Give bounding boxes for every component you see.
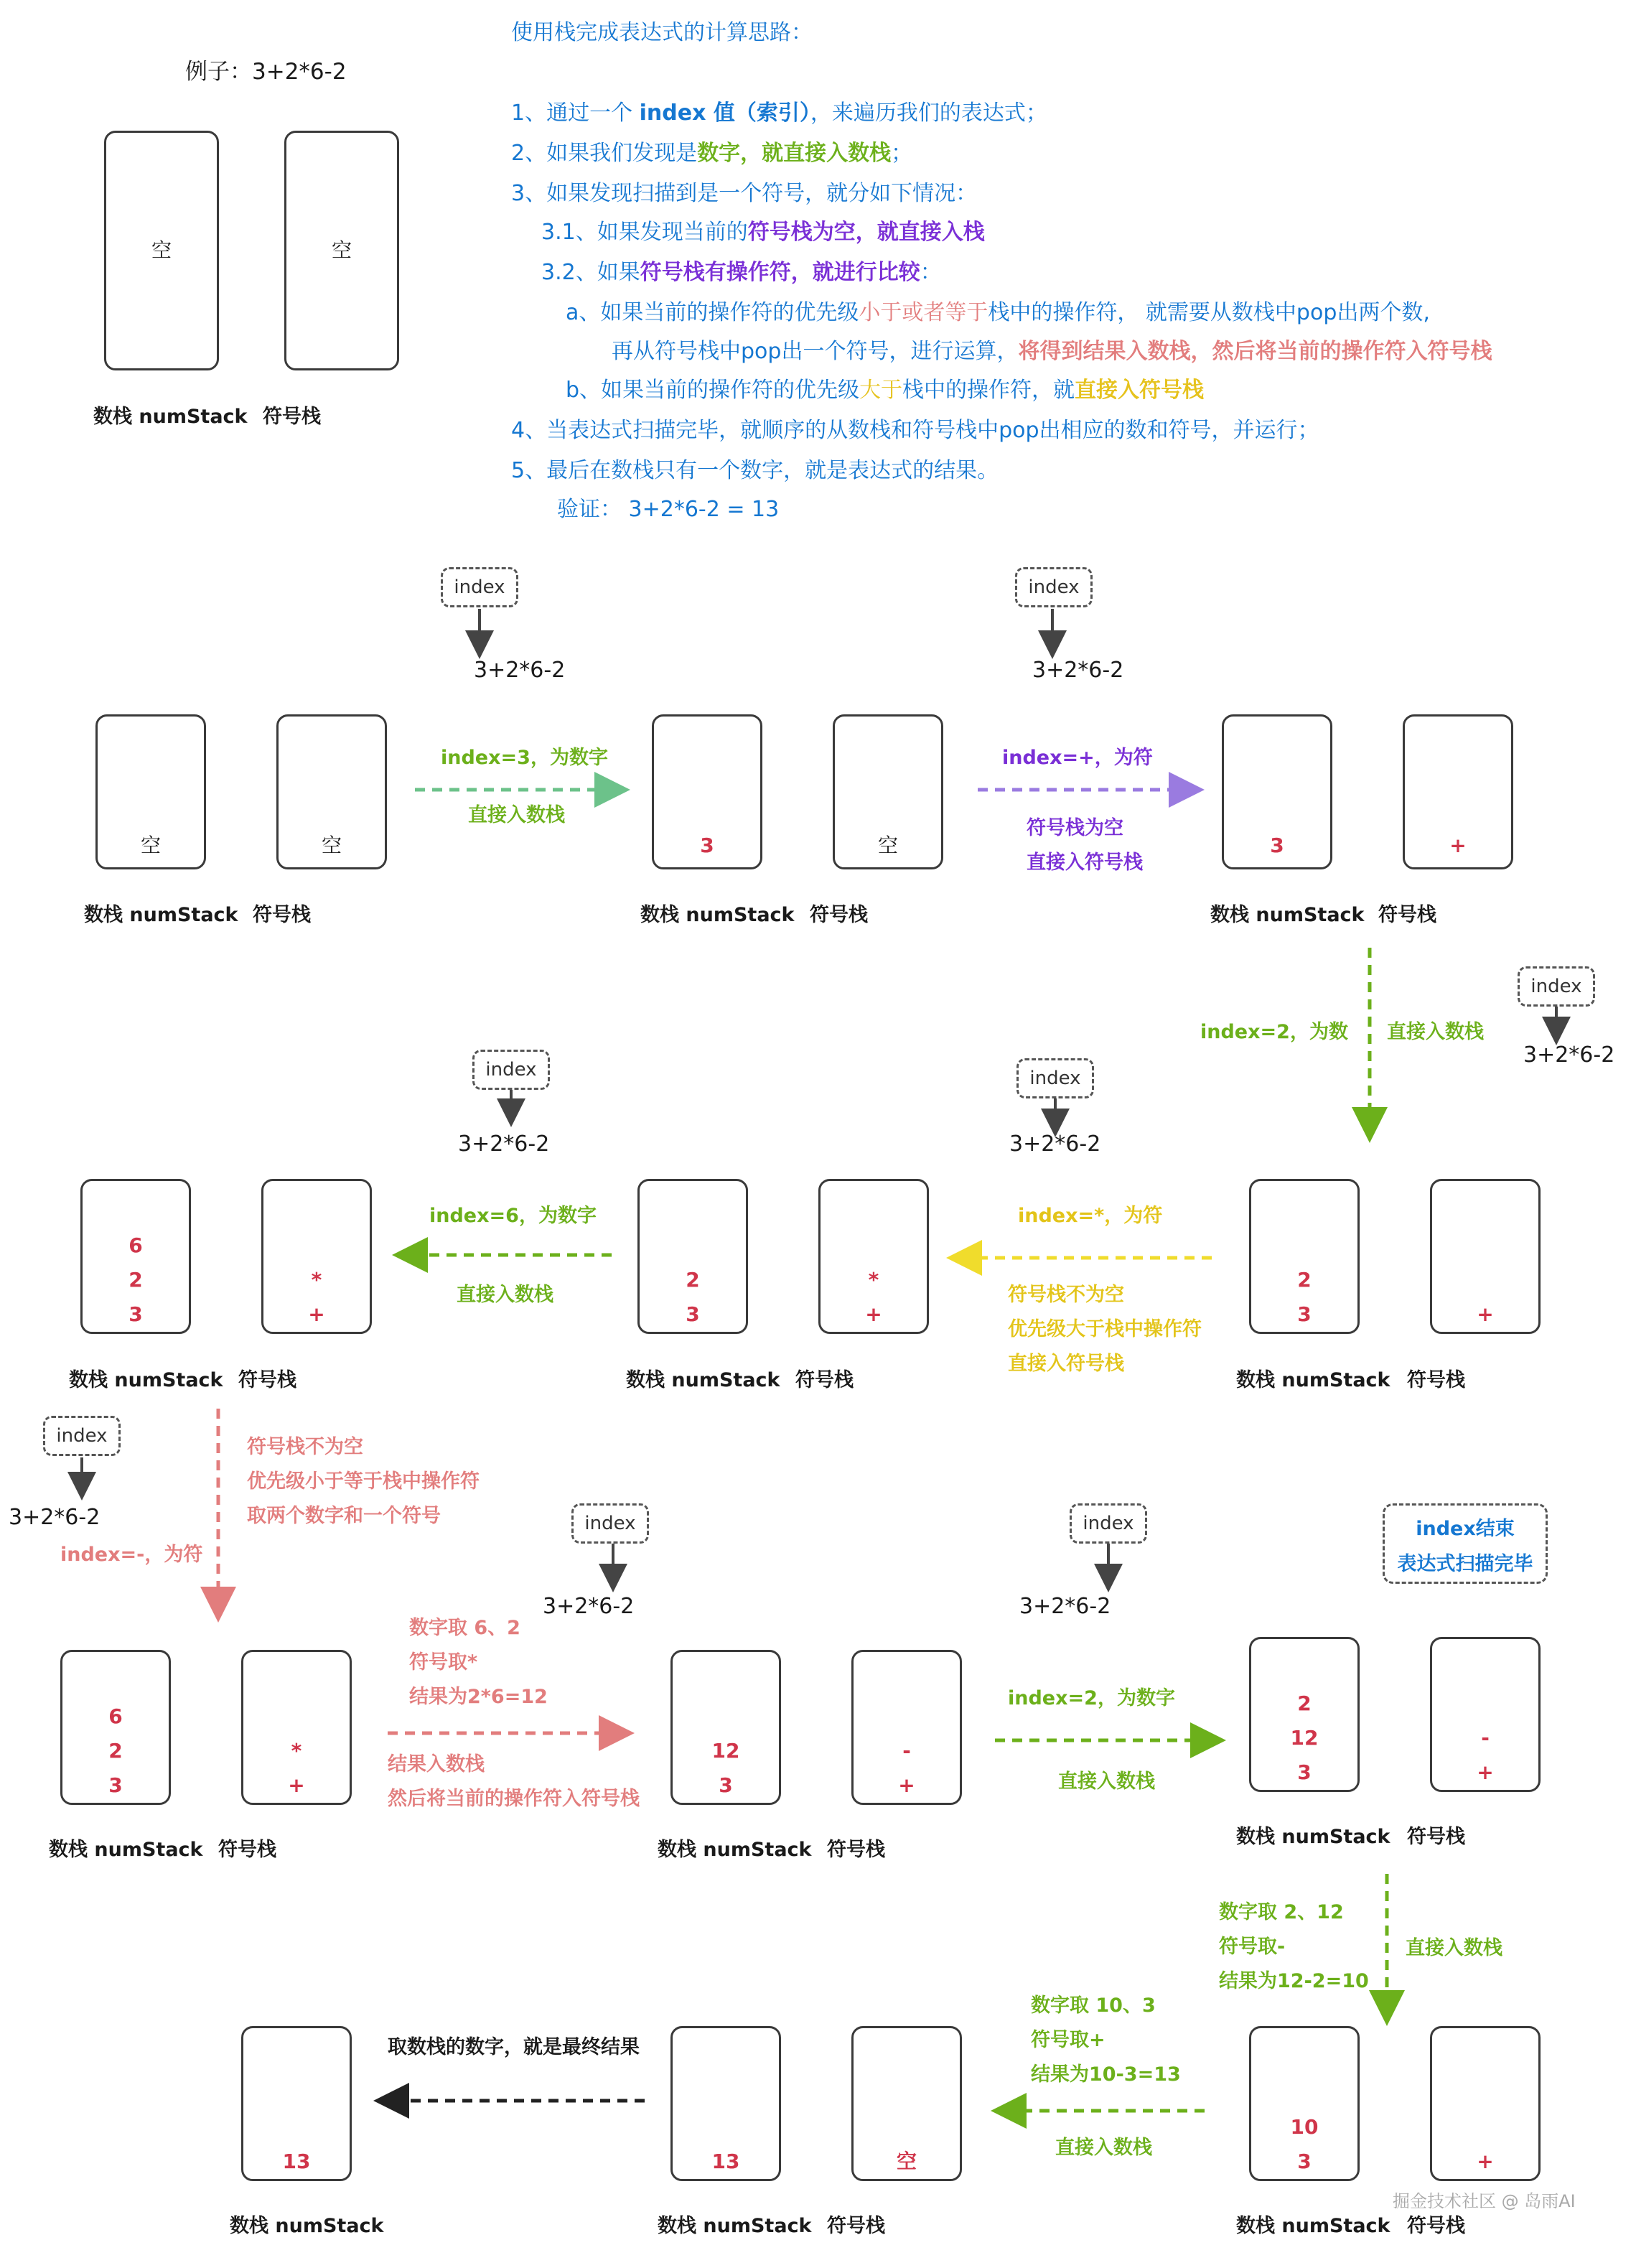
stack-item: + — [1477, 2150, 1494, 2173]
num-stack — [1249, 2026, 1360, 2181]
num-stack — [670, 1650, 781, 1805]
num-stack-label: 数栈 numStack — [1236, 1826, 1390, 1848]
scan-end-line2: 表达式扫描完毕 — [1397, 1553, 1533, 1575]
op-stack — [833, 714, 943, 869]
step5-note: index=6，为数字 — [429, 1205, 597, 1227]
step7-line3: 结果为2*6=12 — [409, 1686, 548, 1708]
stack-item: * — [868, 1268, 879, 1292]
rule-a-2-bold: 将得到结果入数栈，然后将当前的操作符入符号栈 — [1018, 339, 1492, 364]
step2-note: index=+，为符 — [1002, 747, 1153, 769]
rule-2 — [511, 135, 912, 167]
expression: 3+2*6-2 — [9, 1505, 101, 1530]
num-stack-label: 数栈 numStack — [69, 1369, 223, 1391]
stack-item: + — [1477, 1760, 1494, 1784]
expression: 3+2*6-2 — [1523, 1042, 1615, 1068]
op-stack-label: 符号栈 — [827, 2215, 885, 2237]
num-stack — [1249, 1179, 1360, 1334]
stack-item: 3 — [1297, 1760, 1312, 1784]
index-tag: index — [441, 567, 518, 607]
stack-item: 12 — [1290, 1726, 1319, 1750]
op-stack-label: 符号栈 — [1378, 904, 1436, 926]
empty-marker: 空 — [151, 238, 172, 262]
stack-item: 10 — [1290, 2115, 1319, 2139]
step10-action: 直接入数栈 — [1055, 2137, 1152, 2159]
rule-1 — [511, 95, 1047, 126]
index-tag: index — [1016, 1058, 1094, 1098]
stack-item: 3 — [1297, 1302, 1312, 1326]
step6-line1: 符号栈不为空 — [247, 1436, 363, 1458]
step8-action: 直接入数栈 — [1058, 1770, 1155, 1793]
op-stack — [851, 2026, 962, 2181]
rule-1-prefix: 1、通过一个 — [511, 101, 640, 126]
step5-action: 直接入数栈 — [457, 1284, 553, 1306]
rule-b-mid: 栈中的操作符，就 — [902, 378, 1075, 403]
step10-line2: 符号取+ — [1031, 2029, 1106, 2051]
step8-note: index=2，为数字 — [1008, 1687, 1175, 1709]
expression: 3+2*6-2 — [543, 1594, 635, 1619]
stack-item: 3 — [719, 1773, 733, 1797]
op-stack-label: 符号栈 — [1407, 2215, 1465, 2237]
stack-item: + — [898, 1773, 915, 1797]
empty-marker: 空 — [140, 834, 161, 857]
step9-line1: 数字取 2、12 — [1219, 1901, 1344, 1923]
index-tag: index — [1070, 1503, 1147, 1544]
rule-4: 4、当表达式扫描完毕，就顺序的从数栈和符号栈中pop出相应的数和符号，并运行； — [511, 418, 1319, 443]
stack-item: 2 — [1297, 1268, 1312, 1292]
step4-line1: 符号栈不为空 — [1008, 1284, 1124, 1306]
op-stack — [818, 1179, 929, 1334]
num-stack-label: 数栈 numStack — [1210, 904, 1365, 926]
op-stack-label: 符号栈 — [827, 1839, 885, 1861]
watermark: 掘金技术社区 @ 岛雨AI — [1393, 2191, 1576, 2211]
stack-item: 12 — [711, 1739, 740, 1763]
op-stack-label: 符号栈 — [795, 1369, 854, 1391]
index-tag: index — [571, 1503, 649, 1544]
step10-line3: 结果为10-3=13 — [1031, 2063, 1181, 2086]
rule-b-bold: 直接入符号栈 — [1075, 378, 1205, 403]
op-stack — [1430, 2026, 1541, 2181]
rule-3-2-prefix: 3.2、如果 — [541, 260, 640, 285]
expression: 3+2*6-2 — [1009, 1131, 1101, 1157]
op-stack — [1430, 1637, 1541, 1792]
stack-item: 13 — [711, 2150, 740, 2173]
rule-a-prefix: a、如果当前的操作符的优先级 — [566, 300, 859, 325]
stack-item: 2 — [686, 1268, 700, 1292]
op-stack — [276, 714, 387, 869]
step3-action: 直接入数栈 — [1387, 1021, 1484, 1043]
step2-line2: 直接入符号栈 — [1027, 851, 1143, 874]
scan-end-line1: index结束 — [1416, 1518, 1515, 1540]
empty-marker: 空 — [896, 2150, 917, 2173]
stack-item: 3 — [128, 1302, 143, 1326]
op-stack — [261, 1179, 372, 1334]
rule-verify: 验证： 3+2*6-2 = 13 — [557, 497, 780, 522]
num-stack — [670, 2026, 781, 2181]
rule-a-2 — [612, 333, 1492, 365]
op-stack-label: 符号栈 — [1407, 1826, 1465, 1848]
rule-b-prefix: b、如果当前的操作符的优先级 — [566, 378, 860, 403]
step6-line2: 优先级小于等于栈中操作符 — [247, 1470, 480, 1493]
rule-3-1-bold: 符号栈为空，就直接入栈 — [747, 220, 985, 245]
rule-3: 3、如果发现扫描到是一个符号，就分如下情况： — [511, 181, 978, 206]
op-stack-label: 符号栈 — [253, 904, 311, 926]
rule-3-1 — [541, 214, 985, 246]
step9-line3: 结果为12-2=10 — [1219, 1970, 1369, 1992]
example-label: 例子：3+2*6-2 — [185, 59, 347, 85]
rule-b-yellow: 大于 — [859, 378, 903, 403]
op-stack-label: 符号栈 — [263, 406, 321, 428]
stack-item: 6 — [108, 1704, 123, 1728]
step1-action: 直接入数栈 — [468, 804, 565, 826]
stack-item: 6 — [128, 1233, 143, 1257]
step7-line4: 结果入数栈 — [388, 1753, 485, 1775]
num-stack-label: 数栈 numStack — [49, 1839, 203, 1861]
num-stack-label: 数栈 numStack — [658, 1839, 812, 1861]
op-stack — [1403, 714, 1513, 869]
step6-line3: 取两个数字和一个符号 — [247, 1505, 441, 1527]
num-stack-label: 数栈 numStack — [1236, 1369, 1390, 1391]
empty-marker: 空 — [331, 238, 352, 262]
stack-item: 2 — [108, 1739, 123, 1763]
stack-item: * — [311, 1268, 322, 1292]
rule-a-pink: 小于或者等于 — [859, 300, 988, 325]
num-stack — [95, 714, 206, 869]
rule-b — [566, 372, 1204, 403]
num-stack-initial — [104, 131, 219, 370]
num-stack-label: 数栈 numStack — [84, 904, 238, 926]
rule-1-suffix: ，来遍历我们的表达式； — [810, 101, 1047, 126]
stack-item: + — [308, 1302, 325, 1326]
expression: 3+2*6-2 — [458, 1131, 550, 1157]
num-stack-label: 数栈 numStack — [230, 2215, 384, 2237]
rule-3-2-bold: 符号栈有操作符，就进行比较 — [640, 260, 920, 285]
rule-1-bold: index 值（索引） — [639, 101, 810, 126]
rule-3-2-suffix: ： — [920, 260, 942, 285]
step1-note: index=3，为数字 — [441, 747, 608, 769]
op-stack — [241, 1650, 352, 1805]
num-stack — [60, 1650, 171, 1805]
stack-item: 3 — [1270, 834, 1284, 857]
step10-line1: 数字取 10、3 — [1031, 1994, 1156, 2017]
stack-item: - — [1481, 1726, 1490, 1750]
step7-line2: 符号取* — [409, 1651, 478, 1674]
num-stack — [1249, 1637, 1360, 1792]
stack-item: + — [1449, 834, 1467, 857]
op-stack — [1430, 1179, 1541, 1334]
step9-action: 直接入数栈 — [1406, 1937, 1502, 1959]
rule-2-bold: 数字，就直接入数栈 — [697, 141, 892, 166]
rule-2-suffix: ； — [891, 141, 913, 166]
num-stack-label: 数栈 numStack — [626, 1369, 780, 1391]
stack-item: 2 — [128, 1268, 143, 1292]
op-stack-label: 符号栈 — [238, 1369, 296, 1391]
expression: 3+2*6-2 — [474, 658, 566, 683]
num-stack-label: 数栈 numStack — [93, 406, 248, 428]
final-note: 取数栈的数字，就是最终结果 — [388, 2036, 640, 2058]
expression: 3+2*6-2 — [1019, 1594, 1111, 1619]
stack-item: - — [902, 1739, 911, 1763]
index-tag: index — [472, 1050, 550, 1090]
num-stack — [80, 1179, 191, 1334]
num-stack — [1222, 714, 1332, 869]
stack-item: + — [288, 1773, 305, 1797]
rule-a-2-prefix: 再从符号栈中pop出一个符号，进行运算， — [612, 339, 1019, 364]
rule-3-1-prefix: 3.1、如果发现当前的 — [541, 220, 748, 245]
index-tag: index — [1518, 966, 1595, 1007]
step4-note: index=*，为符 — [1018, 1205, 1163, 1227]
num-stack-label: 数栈 numStack — [658, 2215, 812, 2237]
step9-line2: 符号取- — [1219, 1936, 1286, 1958]
num-stack — [652, 714, 762, 869]
num-stack-label: 数栈 numStack — [640, 904, 795, 926]
rules-title: 使用栈完成表达式的计算思路： — [511, 20, 813, 45]
rule-a — [566, 294, 1430, 326]
op-stack-initial — [284, 131, 399, 370]
empty-marker: 空 — [321, 834, 342, 857]
step7-line1: 数字取 6、2 — [409, 1617, 520, 1639]
num-stack — [241, 2026, 352, 2181]
step6-note: index=-，为符 — [60, 1544, 203, 1566]
op-stack-label: 符号栈 — [810, 904, 868, 926]
op-stack — [851, 1650, 962, 1805]
stack-item: * — [291, 1739, 302, 1763]
op-stack-label: 符号栈 — [1407, 1369, 1465, 1391]
stack-item: 3 — [1297, 2150, 1312, 2173]
step2-line1: 符号栈为空 — [1027, 817, 1123, 839]
num-stack-label: 数栈 numStack — [1236, 2215, 1390, 2237]
rule-5: 5、最后在数栈只有一个数字，就是表达式的结果。 — [511, 458, 999, 483]
rule-2-prefix: 2、如果我们发现是 — [511, 141, 698, 166]
step4-line2: 优先级大于栈中操作符 — [1008, 1318, 1202, 1340]
expression: 3+2*6-2 — [1032, 658, 1124, 683]
step4-line3: 直接入符号栈 — [1008, 1353, 1124, 1375]
stack-item: 3 — [686, 1302, 700, 1326]
stack-item: + — [1477, 1302, 1494, 1326]
index-tag: index — [43, 1416, 121, 1456]
step7-line5: 然后将当前的操作符入符号栈 — [388, 1788, 640, 1810]
stack-item: 2 — [1297, 1691, 1312, 1715]
stack-item: 13 — [282, 2150, 311, 2173]
rule-3-2 — [541, 254, 942, 286]
empty-marker: 空 — [877, 834, 898, 857]
stack-item: + — [865, 1302, 882, 1326]
stack-item: 3 — [108, 1773, 123, 1797]
op-stack-label: 符号栈 — [218, 1839, 276, 1861]
num-stack — [637, 1179, 748, 1334]
scan-end-tag — [1383, 1503, 1548, 1584]
index-tag: index — [1015, 567, 1093, 607]
step3-note: index=2，为数 — [1200, 1021, 1348, 1043]
stack-item: 3 — [700, 834, 714, 857]
rule-a-suffix: 栈中的操作符， 就需要从数栈中pop出两个数, — [988, 300, 1430, 325]
